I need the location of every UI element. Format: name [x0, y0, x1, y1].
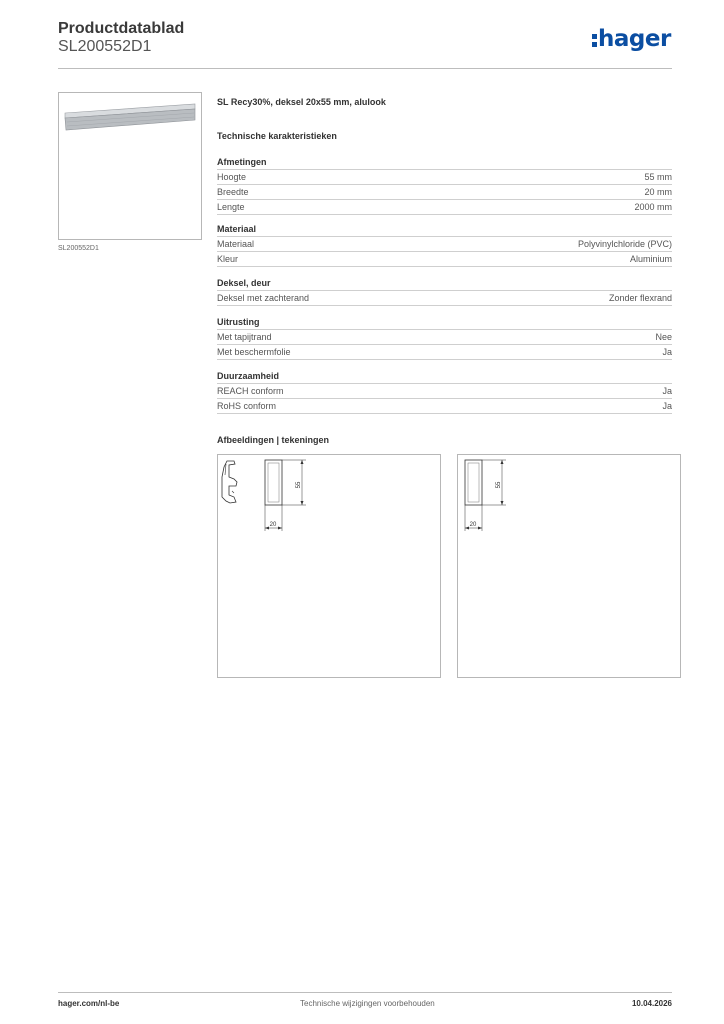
section-title: Materiaal — [217, 224, 257, 234]
spec-row — [217, 199, 672, 215]
spec-label: Lengte — [217, 202, 245, 212]
drawings-title: Afbeeldingen | tekeningen — [217, 435, 330, 445]
section-afmetingen — [217, 155, 672, 215]
section-materiaal — [217, 222, 672, 267]
hager-logo — [592, 26, 671, 52]
spec-row — [217, 344, 672, 360]
spec-value: Ja — [662, 386, 672, 396]
spec-label: Hoogte — [217, 172, 247, 182]
section-uitrusting — [217, 315, 672, 360]
footer-divider — [58, 992, 672, 993]
section-title: Uitrusting — [217, 317, 260, 327]
spec-label: Kleur — [217, 254, 239, 264]
dim-width-label: 20 — [269, 522, 277, 528]
spec-value: 2000 mm — [634, 202, 672, 212]
spec-row — [217, 398, 672, 414]
dim-width-label: 20 — [469, 522, 477, 528]
spec-value: Nee — [655, 332, 672, 342]
spec-value: Aluminium — [629, 254, 672, 264]
spec-value: Ja — [662, 347, 672, 357]
spec-value: Polyvinylchloride (PVC) — [577, 239, 672, 249]
footer-disclaimer: Technische wijzigingen voorbehouden — [300, 999, 435, 1008]
section-title: Deksel, deur — [217, 278, 271, 288]
spec-row — [217, 236, 672, 251]
header-divider — [58, 68, 672, 69]
logo-dots-icon — [592, 34, 597, 48]
front-drawing-icon — [458, 455, 680, 677]
spec-label: Met beschermfolie — [217, 347, 291, 357]
page-title: Productdatablad — [58, 20, 185, 37]
spec-row — [217, 383, 672, 398]
dim-height-label: 55 — [296, 481, 302, 489]
spec-label: Materiaal — [217, 239, 255, 249]
spec-value: Zonder flexrand — [608, 293, 672, 303]
spec-label: Met tapijtrand — [217, 332, 272, 342]
drawing-frame — [217, 454, 441, 678]
spec-label: RoHS conform — [217, 401, 277, 411]
image-caption: SL200552D1 — [58, 245, 99, 252]
spec-value: Ja — [662, 401, 672, 411]
section-title: Duurzaamheid — [217, 371, 280, 381]
footer-website-link[interactable]: hager.com/nl-be — [58, 999, 120, 1008]
dim-height-label: 55 — [496, 481, 502, 489]
spec-value: 55 mm — [644, 172, 672, 182]
logo-text: hager — [598, 26, 671, 52]
drawing-frame — [457, 454, 681, 678]
spec-label: Deksel met zachterand — [217, 293, 310, 303]
spec-row — [217, 290, 672, 306]
product-description: SL Recy30%, deksel 20x55 mm, alulook — [217, 97, 386, 107]
cover-profile-icon — [59, 93, 201, 239]
spec-row — [217, 169, 672, 184]
spec-label: Breedte — [217, 187, 249, 197]
section-title: Afmetingen — [217, 157, 267, 167]
spec-row — [217, 184, 672, 199]
tech-section-title: Technische karakteristieken — [217, 131, 337, 141]
spec-row — [217, 329, 672, 344]
product-image — [58, 92, 202, 240]
profile-drawing-icon — [218, 455, 440, 677]
spec-label: REACH conform — [217, 386, 284, 396]
section-deksel-deur — [217, 276, 672, 306]
section-duurzaamheid — [217, 369, 672, 414]
spec-row — [217, 251, 672, 267]
footer-date: 10.04.2026 — [631, 999, 672, 1008]
product-code: SL200552D1 — [58, 38, 152, 55]
spec-value: 20 mm — [644, 187, 672, 197]
